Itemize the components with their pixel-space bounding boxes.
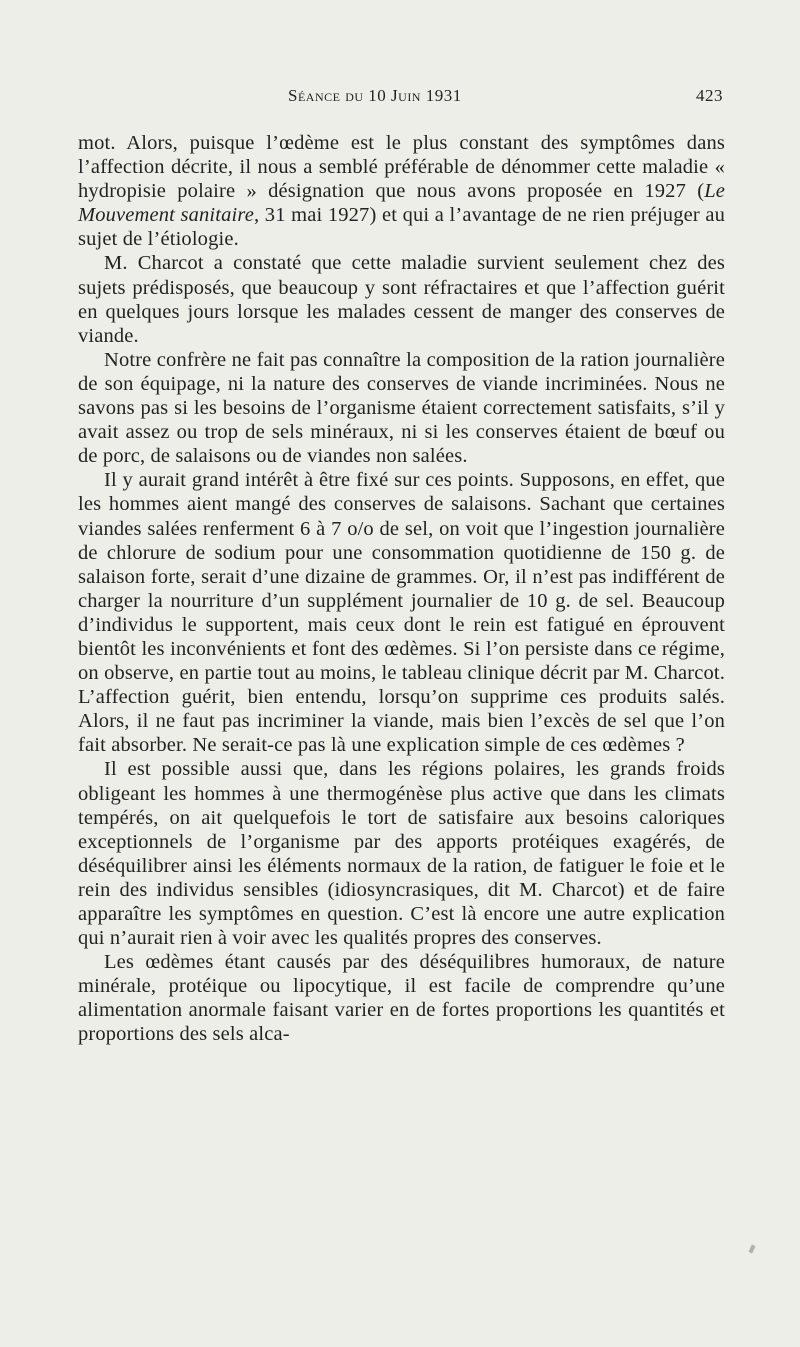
- ink-mark: [748, 1245, 755, 1254]
- citation-title: Le Mouvement sanitaire: [78, 180, 725, 227]
- paragraph-3: Notre confrère ne fait pas connaître la composition de la ration journalière de son équipage, ni la nature des conserves de viande incriminées. Nous ne savons pas si les besoins de l’organisme étaient correctement satisfaits, s’il y avait assez ou trop de sels minéraux, ni si les conserves étaient de bœuf ou de porc, de salaisons ou de viandes non salées.: [78, 348, 725, 468]
- page-header: [78, 86, 723, 112]
- running-head: Séance du 10 Juin 1931: [288, 86, 462, 105]
- paragraph-4: Il y aurait grand intérêt à être fixé sur ces points. Supposons, en effet, que les hommes aient mangé des conserves de salaisons. Sachant que certaines viandes salées renferment 6 à 7 o/o de sel, on voit que l’ingestion journalière de chlorure de sodium pour une consommation quotidienne de 150 g. de salaison forte, serait d’une dizaine de grammes. Or, il n’est pas indifférent de charger la nourriture d’un supplément journalier de 10 g. de sel. Beaucoup d’individus le supportent, mais ceux dont le rein est fatigué en éprouvent bientôt les inconvénients et font des œdèmes. Si l’on persiste dans ce régime, on observe, en partie tout au moins, le tableau clinique décrit par M. Charcot. L’affection guérit, bien entendu, lorsqu’on supprime ces produits salés. Alors, il ne faut pas incriminer la viande, mais bien l’excès de sel que l’on fait absorber. Ne serait-ce pas là une explication simple de ces œdèmes ?: [78, 469, 725, 757]
- paragraph-1: [78, 131, 725, 251]
- body-text: [78, 131, 725, 1047]
- paragraph-6: Les œdèmes étant causés par des déséquilibres humoraux, de nature minérale, protéique ou lipocytique, il est facile de comprendre qu’une alimentation anormale faisant varier en de fortes proportions les quantités et proportions des sels alca-: [78, 951, 725, 1046]
- page-number: 423: [696, 86, 723, 105]
- paragraph-5: Il est possible aussi que, dans les régions polaires, les grands froids obligeant les hommes à une thermogénèse plus active que dans les climats tempérés, on ait quelquefois le tort de satisfaire aux besoins caloriques exceptionnels de l’organisme par des apports protéiques exagérés, de déséquilibrer ainsi les éléments normaux de la ration, de fatiguer le foie et le rein des individus sensibles (idiosyncrasiques, dit M. Charcot) et de faire apparaître les symptômes en question. C’est là encore une autre explication qui n’aurait rien à voir avec les qualités propres des conserves.: [78, 758, 725, 950]
- citation-rest: , 31 mai 1927) et qui a l’avantage de ne rien préjuger au sujet de l’étiologie.: [78, 204, 725, 251]
- paragraph-1-text: mot. Alors, puisque l’œdème est le plus constant des symptômes dans l’affection décrite, il nous a semblé préférable de dénommer cette maladie « hydropisie polaire » désignation que nous avons proposée en 1927 (: [78, 132, 725, 203]
- paragraph-2: M. Charcot a constaté que cette maladie survient seulement chez des sujets prédisposés, que beaucoup y sont réfractaires et que l’affection guérit en quelques jours lorsque les malades cessent de manger des conserves de viande.: [78, 252, 725, 347]
